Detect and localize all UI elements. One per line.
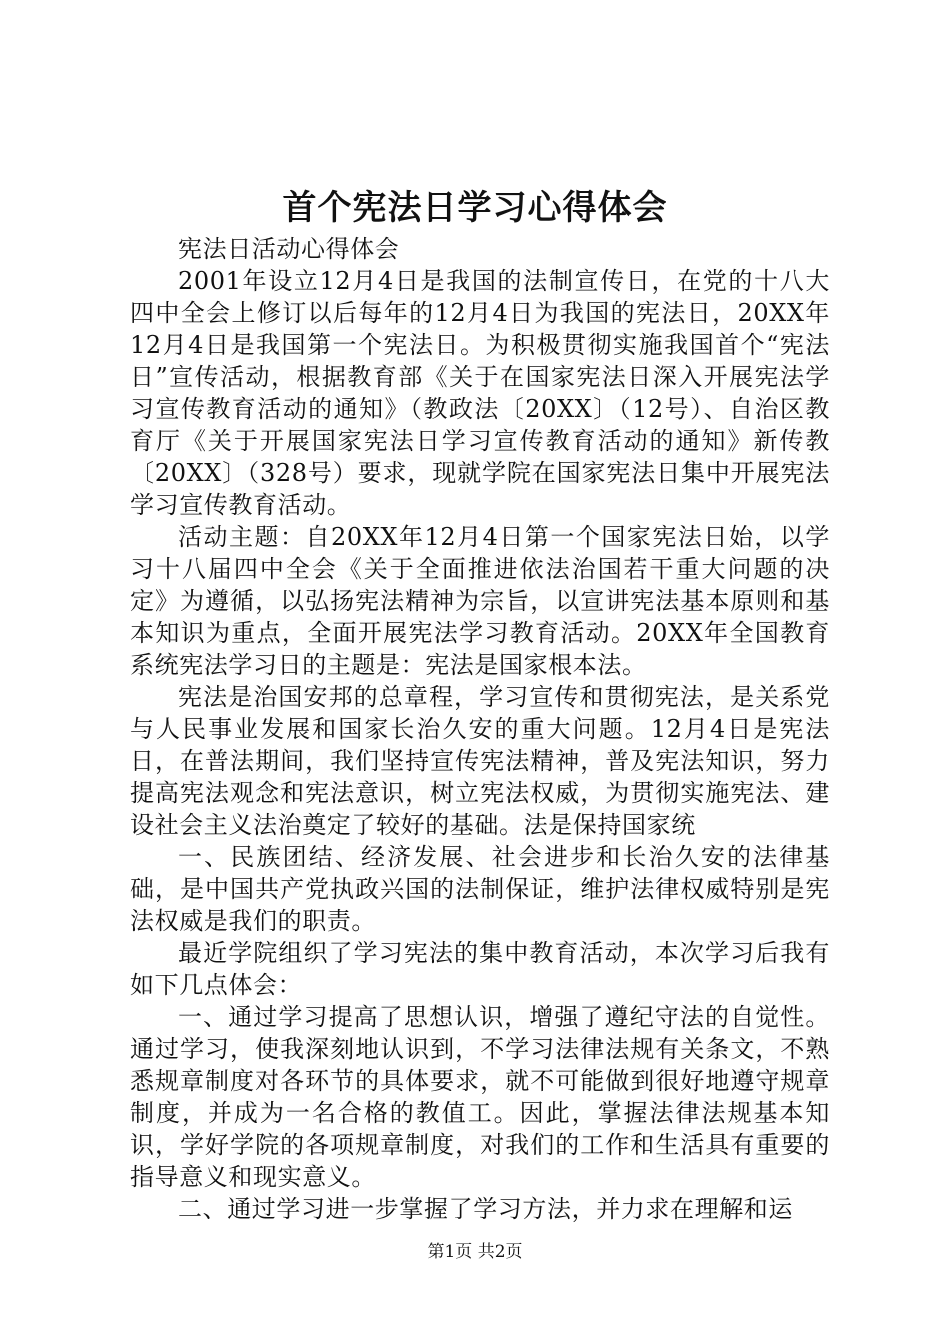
paragraph: 最近学院组织了学习宪法的集中教育活动，本次学习后我有如下几点体会： xyxy=(130,939,830,999)
paragraph: 活动主题：自20XX年12月4日第一个国家宪法日始，以学习十八届四中全会《关于全面推进依法治国若干重大问题的决定》为遵循，以弘扬宪法精神为宗旨，以宣讲宪法基本原则和基本知识为重点，全面开展宪法学习教育活动。20XX年全国教育系统宪法学习日的主题是：宪法是国家根本法。 xyxy=(130,523,830,679)
paragraph-subtitle: 宪法日活动心得体会 xyxy=(178,235,400,263)
paragraph: 一、民族团结、经济发展、社会进步和长治久安的法律基础，是中国共产党执政兴国的法制保证，维护法律权威特别是宪法权威是我们的职责。 xyxy=(130,843,830,935)
paragraph: 二、通过学习进一步掌握了学习方法，并力求在理解和运 xyxy=(178,1195,793,1223)
document-title: 首个宪法日学习心得体会 xyxy=(282,188,668,228)
paragraph: 2001年设立12月4日是我国的法制宣传日，在党的十八大四中全会上修订以后每年的12月4日为我国的宪法日，20XX年12月4日是我国第一个宪法日。为积极贯彻实施我国首个“宪法日”宣传活动，根据教育部《关于在国家宪法日深入开展宪法学习宣传教育活动的通知》（教政法〔20XX〕（12号）、自治区教育厅《关于开展国家宪法日学习宣传教育活动的通知》新传教〔20XX〕（328号）要求，现就学院在国家宪法日集中开展宪法学习宣传教育活动。 xyxy=(130,267,830,519)
document-body xyxy=(130,233,830,1225)
paragraph: 宪法是治国安邦的总章程，学习宣传和贯彻宪法，是关系党与人民事业发展和国家长治久安的重大问题。12月4日是宪法日，在普法期间，我们坚持宣传宪法精神，普及宪法知识，努力提高宪法观念和宪法意识，树立宪法权威，为贯彻实施宪法、建设社会主义法治奠定了较好的基础。法是保持国家统 xyxy=(130,683,830,839)
page-number-footer: 第1页 共2页 xyxy=(427,1242,523,1262)
paragraph: 一、通过学习提高了思想认识，增强了遵纪守法的自觉性。通过学习，使我深刻地认识到，不学习法律法规有关条文，不熟悉规章制度对各环节的具体要求，就不可能做到很好地遵守规章制度，并成为一名合格的教值工。因此，掌握法律法规基本知识，学好学院的各项规章制度，对我们的工作和生活具有重要的指导意义和现实意义。 xyxy=(130,1003,830,1191)
